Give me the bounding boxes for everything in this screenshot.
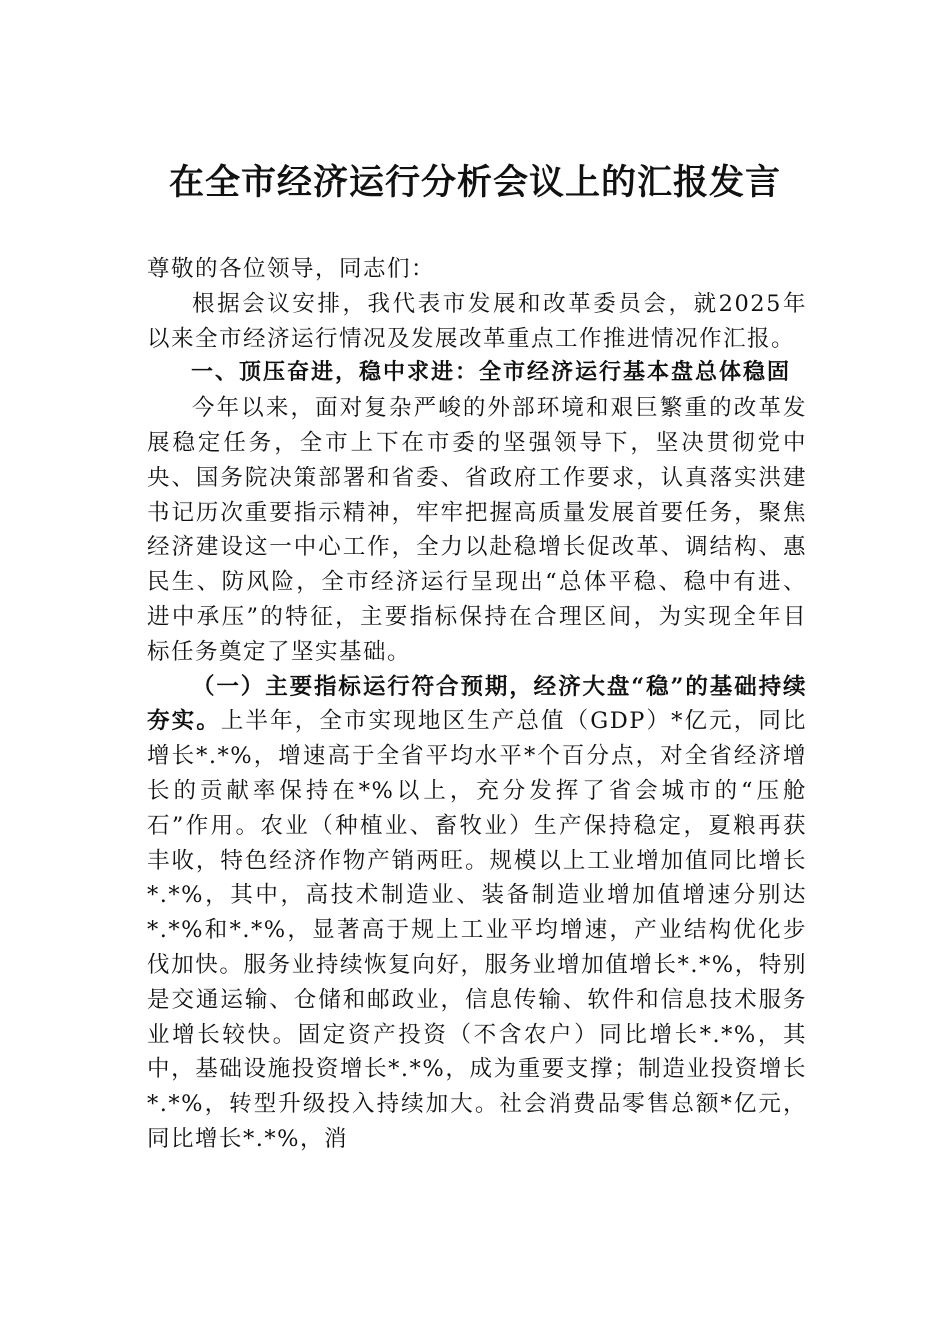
subsection-1-heading: （一）主要指标运行符合预期，经济大盘“稳”的基础持续夯实。 <box>147 673 807 735</box>
section-heading-1: 一、顶压奋进，稳中求进：全市经济运行基本盘总体稳固 <box>191 360 792 386</box>
intro-paragraph: 根据会议安排，我代表市发展和改革委员会，就2025年以来全市经济运行情况及发展改革重点工作推进情况作汇报。 <box>147 290 807 352</box>
subsection-1-body: 上半年，全市实现地区生产总值（GDP）*亿元，同比增长*.*%，增速高于全省平均水平*个百分点，对全省经济增长的贡献率保持在*%以上，充分发挥了省会城市的“压舱石”作用。农业（种植业、畜牧业）生产保持稳定，夏粮再获丰收，特色经济作物产销两旺。规模以上工业增加值同比增长*.*%，其中，高技术制造业、装备制造业增加值增速分别达*.*%和*.*%，显著高于规上工业平均增速，产业结构优化步伐加快。服务业持续恢复向好，服务业增加值增长*.*%，特别是交通运输、仓储和邮政业，信息传输、软件和信息技术服务业增长较快。固定资产投资（不含农户）同比增长*.*%，其中，基础设施投资增长*.*%，成为重要支撑；制造业投资增长*.*%，转型升级投入持续加大。社会消费品零售总额*亿元，同比增长*.*%，消 <box>147 708 807 1152</box>
subsection-1-paragraph <box>147 670 807 1157</box>
document-title: 在全市经济运行分析会议上的汇报发言 <box>168 162 781 203</box>
section-1-paragraph: 今年以来，面对复杂严峻的外部环境和艰巨繁重的改革发展稳定任务，全市上下在市委的坚强领导下，坚决贯彻党中央、国务院决策部署和省委、省政府工作要求，认真落实洪建书记历次重要指示精神，牢牢把握高质量发展首要任务，聚焦经济建设这一中心工作，全力以赴稳增长促改革、调结构、惠民生、防风险，全市经济运行呈现出“总体平稳、稳中有进、进中承压”的特征，主要指标保持在合理区间，为实现全年目标任务奠定了坚实基础。 <box>147 395 807 665</box>
document-body <box>147 252 807 1157</box>
salutation: 尊敬的各位领导，同志们： <box>147 256 436 282</box>
